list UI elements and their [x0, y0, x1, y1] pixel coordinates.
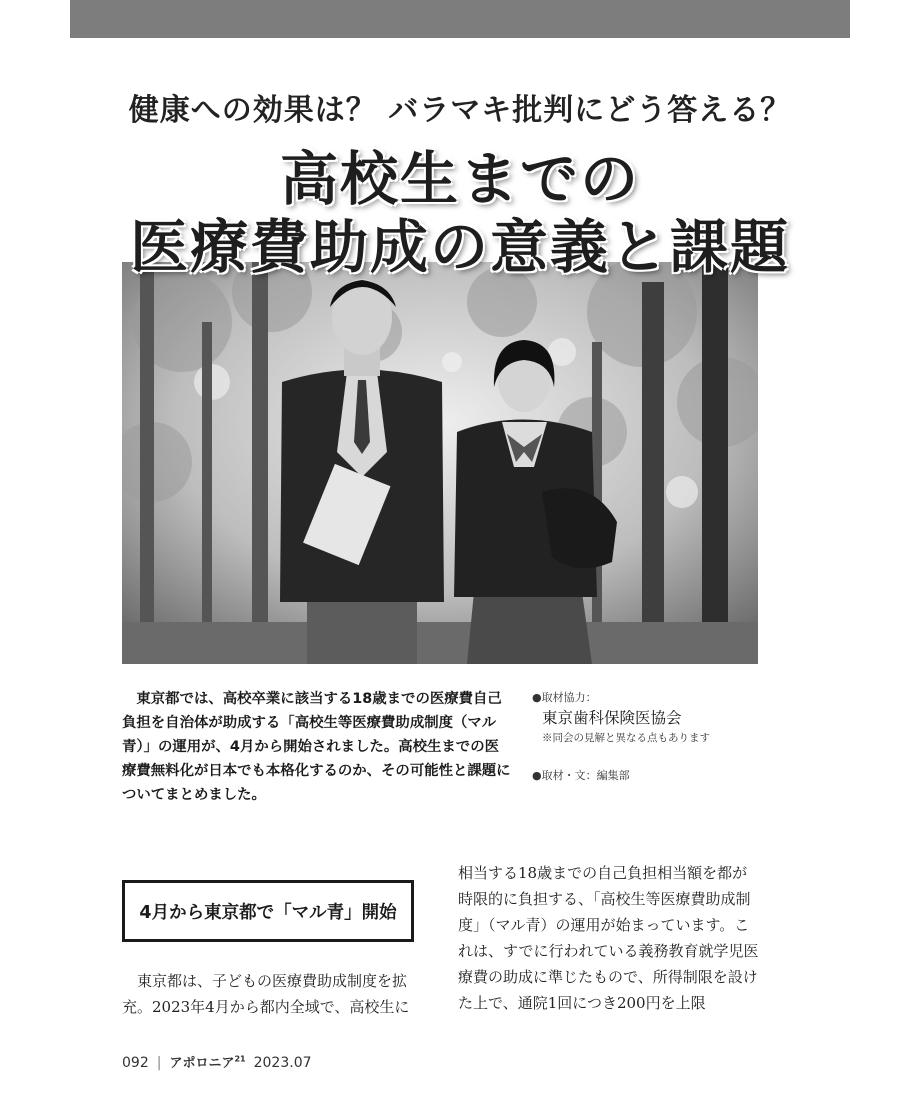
- cooperation-label: ●取材協力：: [532, 691, 597, 704]
- students-photo: [122, 262, 758, 664]
- footer-separator: |: [156, 1055, 162, 1071]
- credit-block: [532, 690, 762, 784]
- body-left-text: 東京都は、子どもの医療費助成制度を拡充。2023年4月から都内全域で、高校生に: [122, 972, 410, 1016]
- magazine-superscript: 21: [234, 1054, 246, 1064]
- magazine-title: アポロニア: [169, 1056, 235, 1071]
- editorial-label: ●取材・文：編集部: [532, 769, 630, 782]
- top-color-bar: [70, 0, 850, 38]
- body-right-column: [458, 860, 760, 1016]
- article-intro: [122, 687, 512, 807]
- body-left-column: [122, 968, 422, 1020]
- article-subtitle: 健康への効果は？ バラマキ批判にどう答える？: [128, 93, 792, 128]
- section-heading: 4月から東京都で「マル青」開始: [122, 880, 414, 942]
- cooperation-organization: 東京歯科保険医協会: [542, 709, 682, 727]
- article-title-line2: 医療費助成の意義と課題: [129, 213, 790, 281]
- intro-text: 東京都では、高校卒業に該当する18歳までの医療費自己負担を自治体が助成する「高校生等医療費助成制度（マル青）」の運用が、4月から開始されました。高校生までの医療費無料化が日本でも本格化するのか、その可能性と課題についてまとめました。: [122, 691, 511, 803]
- magazine-name: [169, 1052, 245, 1071]
- body-right-text: 相当する18歳までの自己負担相当額を都が時限的に負担する、「高校生等医療費助成制度」（マル青）の運用が始まっています。これは、すでに行われている義務教育就学児医療費の助成に準じたもので、所得制限を設けた上で、通院1回につき200円を上限: [458, 864, 759, 1012]
- issue-date: 2023.07: [253, 1055, 312, 1071]
- page-footer: [122, 1052, 312, 1071]
- disclaimer-note: ※同会の見解と異なる点もあります: [542, 732, 710, 744]
- page-number: 092: [122, 1055, 149, 1071]
- article-title-line1: 高校生までの: [279, 145, 640, 213]
